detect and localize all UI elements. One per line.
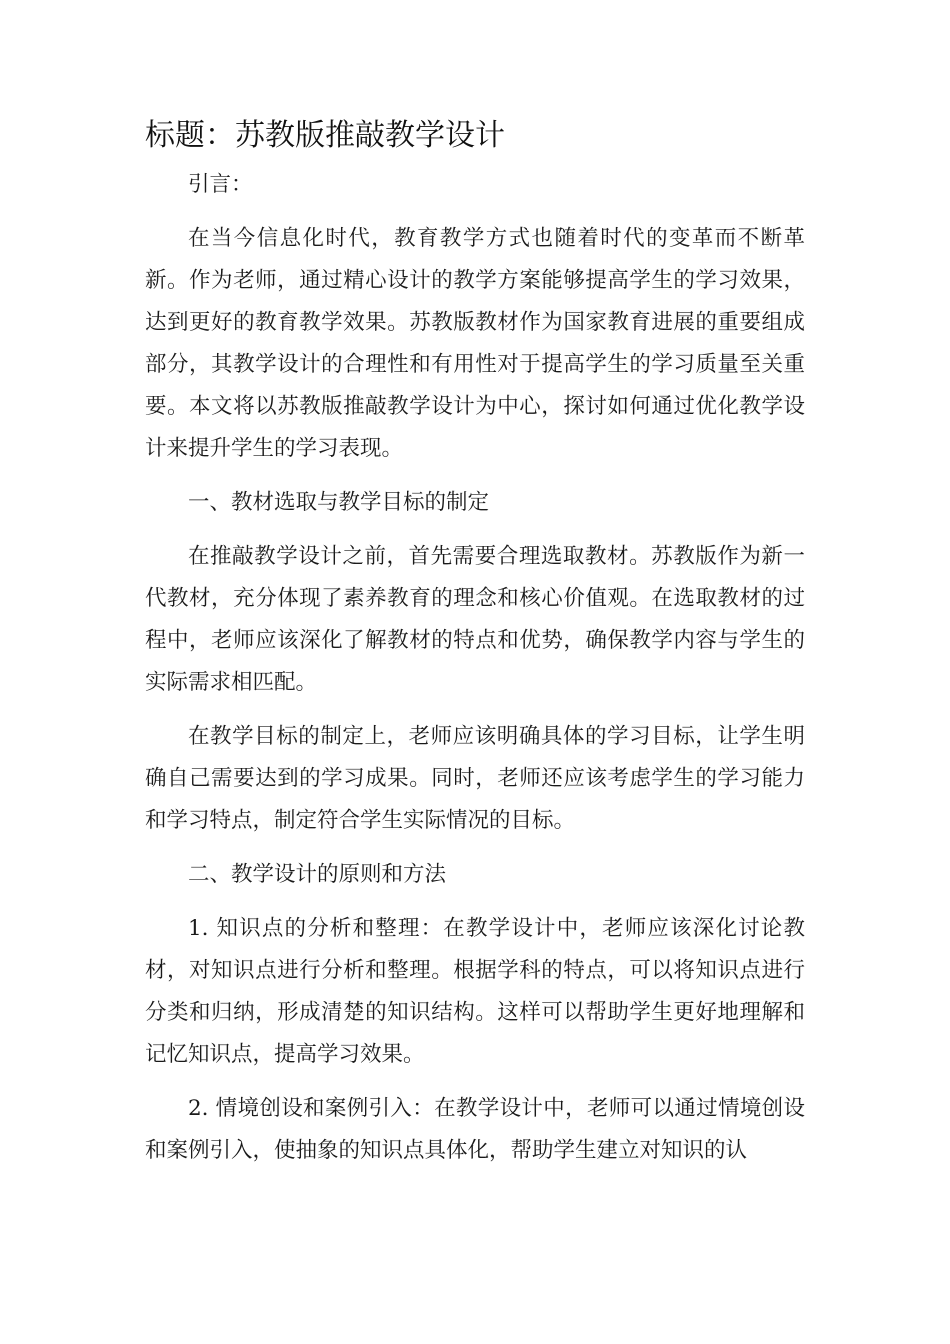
section-2-item-2: 2. 情境创设和案例引入：在教学设计中，老师可以通过情境创设和案例引入，使抽象的知识点具体化，帮助学生建立对知识的认 — [145, 1096, 805, 1163]
section-heading-1: 一、教材选取与教学目标的制定 — [188, 490, 490, 515]
section-1-paragraph-2: 在教学目标的制定上，老师应该明确具体的学习目标，让学生明确自己需要达到的学习成果。同时，老师还应该考虑学生的学习能力和学习特点，制定符合学生实际情况的目标。 — [145, 724, 805, 833]
section-2-item-1: 1. 知识点的分析和整理：在教学设计中，老师应该深化讨论教材，对知识点进行分析和整理。根据学科的特点，可以将知识点进行分类和归纳，形成清楚的知识结构。这样可以帮助学生更好地理解和记忆知识点，提高学习效果。 — [145, 916, 805, 1067]
section-1-paragraph-1: 在推敲教学设计之前，首先需要合理选取教材。苏教版作为新一代教材，充分体现了素养教育的理念和核心价值观。在选取教材的过程中，老师应该深化了解教材的特点和优势，确保教学内容与学生的实际需求相匹配。 — [145, 544, 805, 695]
document-body — [145, 164, 805, 1184]
intro-paragraph: 在当今信息化时代，教育教学方式也随着时代的变革而不断革新。作为老师，通过精心设计的教学方案能够提高学生的学习效果，达到更好的教育教学效果。苏教版教材作为国家教育进展的重要组成部分，其教学设计的合理性和有用性对于提高学生的学习质量至关重要。本文将以苏教版推敲教学设计为中心，探讨如何通过优化教学设计来提升学生的学习表现。 — [145, 226, 805, 461]
section-heading-2: 二、教学设计的原则和方法 — [188, 862, 447, 887]
document-title: 标题：苏教版推敲教学设计 — [145, 118, 505, 153]
intro-label: 引言： — [188, 172, 253, 197]
